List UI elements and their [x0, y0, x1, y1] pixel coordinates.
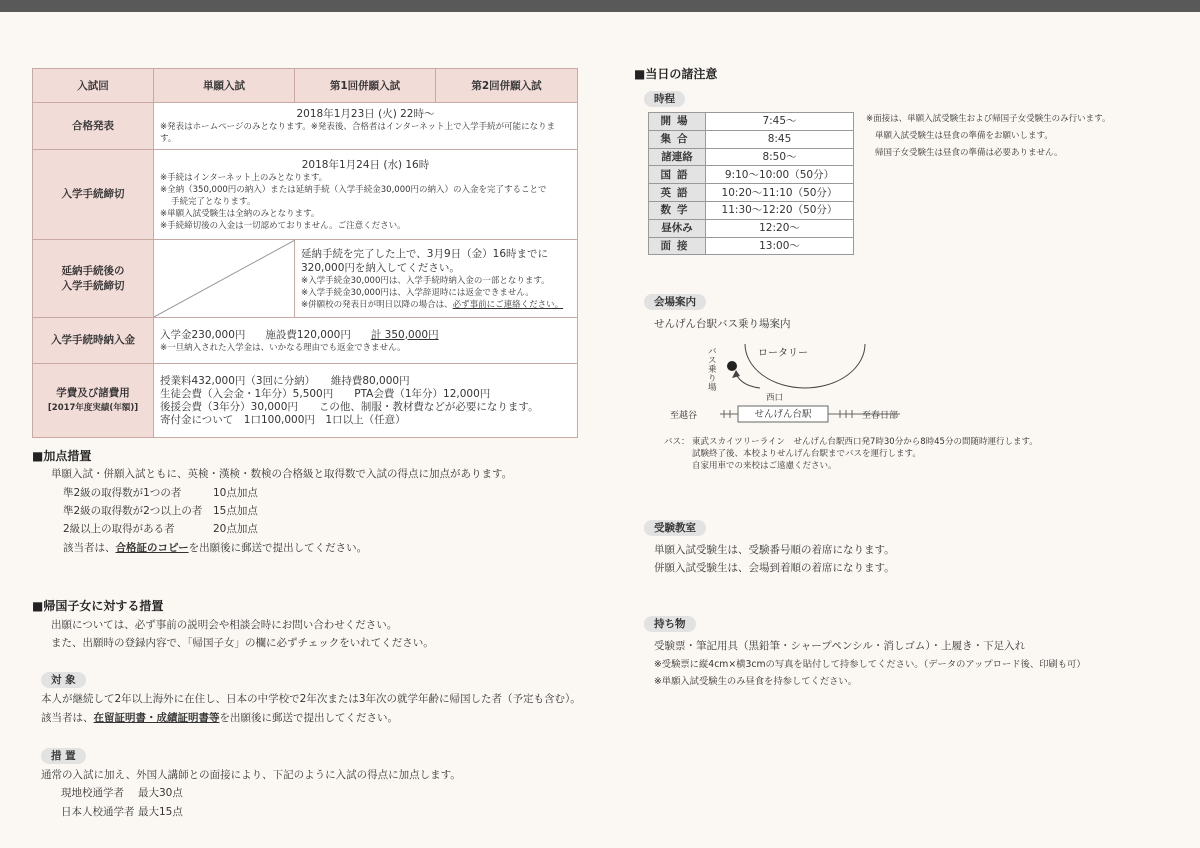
- table-row: [33, 150, 578, 240]
- bus-line: 東武スカイツリーライン せんげん台駅西口発7時30分から8時45分の間随時運行します。: [692, 437, 1038, 447]
- room-line: 併願入試受験生は、会場到着順の着席になります。: [654, 562, 895, 574]
- schedule-row: [649, 219, 854, 237]
- schedule-note: 帰国子女受験生は昼食の準備は必要ありません。: [875, 148, 1063, 158]
- schedule-item: 英語: [649, 184, 706, 202]
- schedule-row: [649, 130, 854, 148]
- station-map: [660, 336, 920, 428]
- table-header-row: [33, 69, 578, 103]
- deferral-cell: [295, 240, 578, 318]
- schedule-row: [649, 113, 854, 131]
- row-label-deadline: 入学手続締切: [33, 150, 154, 240]
- measure-text: 通常の入試に加え、外国人講師との面接により、下記のように入試の得点に加点します。: [41, 769, 461, 781]
- bonus-submit: [63, 539, 367, 557]
- venue-title: せんげん台駅バス乗り場案内: [654, 318, 791, 330]
- row-label-fees: [33, 364, 154, 438]
- payment-amounts: [160, 328, 571, 342]
- exam-schedule-table: [32, 68, 578, 438]
- target-submit-prefix: 該当者は、: [41, 712, 94, 724]
- deferral-label-line1: 延納手続後の: [61, 264, 125, 277]
- fees-line: 生徒会費（入会金・1年分）5,500円 PTA会費（1年分）12,000円: [160, 387, 491, 400]
- payment-cell: [154, 318, 578, 364]
- room-pill: 受験教室: [644, 520, 706, 536]
- schedule-time: 12:20〜: [706, 219, 854, 237]
- venue-pill: 会場案内: [644, 294, 706, 310]
- payment-note: ※一旦納入された入学金は、いかなる理由でも返金できません。: [160, 342, 406, 353]
- pass-note: ※発表はホームページのみとなります。※発表後、合格者はインターネット上で入学手続が可能になります。: [160, 122, 556, 144]
- measure-who: 日本人校通学者: [61, 806, 135, 818]
- measure-pill: 措 置: [41, 748, 86, 764]
- table-row: [33, 103, 578, 150]
- header-combined-1: 第1回併願入試: [295, 69, 436, 103]
- deadline-note: ※手続締切後の入金は一切認めておりません。ご注意ください。: [160, 220, 406, 231]
- bus-label: バス：: [664, 437, 690, 447]
- deferral-label-line2: 入学手続締切: [61, 279, 125, 292]
- items-pill: 持ち物: [644, 616, 696, 632]
- schedule-row: [649, 166, 854, 184]
- diagonal-line: [154, 240, 295, 317]
- room-line: 単願入試受験生は、受験番号順の着席になります。: [654, 544, 895, 556]
- bonus-submit-prefix: 該当者は、: [63, 542, 116, 554]
- schedule-item: 国語: [649, 166, 706, 184]
- bonus-submit-suffix: を出願後に郵送で提出してください。: [188, 542, 368, 554]
- map-rotary: ロータリー: [758, 348, 808, 359]
- deadline-cell: [154, 150, 578, 240]
- map-west-exit: 西口: [766, 393, 784, 403]
- returnees-heading: ■帰国子女に対する措置: [32, 599, 164, 613]
- measure-points: 最大30点: [138, 787, 183, 799]
- fees-label-line1: 学費及び諸費用: [56, 386, 130, 399]
- schedule-row: [649, 237, 854, 255]
- diagonal-cell: [154, 240, 295, 318]
- schedule-pill: 時程: [644, 91, 685, 107]
- pass-cell: [154, 103, 578, 150]
- schedule-item: 集合: [649, 130, 706, 148]
- schedule-row: [649, 201, 854, 219]
- row-label-pass: 合格発表: [33, 103, 154, 150]
- schedule-row: [649, 148, 854, 166]
- target-submit-suffix: を出願後に郵送で提出してください。: [219, 712, 398, 724]
- admission-fee: 入学金230,000円: [160, 328, 246, 341]
- fees-line: 寄付金について 1口100,000円 1口以上（任意）: [160, 413, 406, 426]
- deadline-note: ※手続はインターネット上のみとなります。: [160, 172, 328, 183]
- pass-date: 2018年1月23日 (火) 22時〜: [296, 108, 435, 120]
- table-row: [33, 240, 578, 318]
- table-row: [33, 318, 578, 364]
- measure-who: 現地校通学者: [61, 787, 124, 799]
- header-combined-2: 第2回併願入試: [436, 69, 578, 103]
- schedule-time: 7:45〜: [706, 113, 854, 131]
- fees-line: 後援会費（3年分）30,000円 この他、制服・教材費などが必要になります。: [160, 400, 539, 413]
- row-label-deferral: [33, 240, 154, 318]
- deferral-note: ※入学手続金30,000円は、入学手続時納入金の一部となります。: [301, 275, 550, 286]
- schedule-item: 諸連絡: [649, 148, 706, 166]
- fees-cell: [154, 364, 578, 438]
- bonus-condition: 準2級の取得数が2つ以上の者: [63, 505, 203, 517]
- map-to-left: 至越谷: [670, 411, 698, 421]
- returnees-line2: また、出願時の登録内容で、「帰国子女」の欄に必ずチェックをいれてください。: [51, 637, 434, 649]
- table-row: [33, 364, 578, 438]
- measure-points: 最大15点: [138, 806, 183, 818]
- bonus-intro: 単願入試・併願入試ともに、英検・漢検・数検の合格級と取得数で入試の得点に加点があります。: [51, 468, 513, 480]
- items-line: 受験票・筆記用具（黒鉛筆・シャープペンシル・消しゴム）・上履き・下足入れ: [654, 640, 1026, 652]
- facility-fee: 施設費120,000円: [265, 328, 351, 341]
- map-to-right: 至春日部: [862, 411, 899, 421]
- bonus-condition: 準2級の取得数が1つの者: [63, 487, 182, 499]
- schedule-item: 面接: [649, 237, 706, 255]
- items-line: ※単願入試受験生のみ昼食を持参してください。: [654, 676, 858, 687]
- schedule-time: 13:00〜: [706, 237, 854, 255]
- deadline-date: 2018年1月24日 (水) 16時: [301, 158, 430, 171]
- deadline-note: ※単願入試受験生は全納のみとなります。: [160, 208, 320, 219]
- schedule-notes: [866, 111, 1110, 162]
- bonus-submit-underlined: 合格証のコピー: [115, 542, 189, 554]
- schedule-item: 昼休み: [649, 219, 706, 237]
- bus-line: 自家用車での来校はご遠慮ください。: [692, 461, 837, 471]
- target-submit: [41, 709, 398, 727]
- items-line: ※受験票に縦4cm×横3cmの写真を貼付して持参してください。（データのアップロード後、印刷も可）: [654, 659, 1086, 670]
- deferral-line1: 延納手続を完了した上で、3月9日（金）16時までに: [301, 247, 549, 260]
- schedule-item: 開場: [649, 113, 706, 131]
- fees-label-line2: [2017年度実績(年額)]: [47, 402, 139, 413]
- target-pill: 対 象: [41, 672, 86, 688]
- payment-total: 計 350,000円: [370, 328, 439, 341]
- deferral-note-underlined: 必ず事前にご連絡ください。: [452, 299, 564, 310]
- schedule-note: ※面接は、単願入試受験生および帰国子女受験生のみ行います。: [866, 114, 1111, 124]
- schedule-time: 10:20〜11:10（50分）: [706, 184, 854, 202]
- schedule-time: 9:10〜10:00（50分）: [706, 166, 854, 184]
- header-single: 単願入試: [154, 69, 295, 103]
- bonus-points: 15点加点: [213, 505, 258, 517]
- map-bus-stop: バス乗り場: [708, 347, 717, 393]
- schedule-item: 数学: [649, 201, 706, 219]
- bonus-condition: 2級以上の取得がある者: [63, 523, 175, 535]
- schedule-time: 8:45: [706, 130, 854, 148]
- target-text: 本人が継続して2年以上海外に在住し、日本の中学校で2年次または3年次の就学年齢に帰国した者（予定も含む）。: [41, 693, 581, 705]
- schedule-time: 11:30〜12:20（50分）: [706, 201, 854, 219]
- deferral-note: ※入学手続金30,000円は、入学辞退時には返金できません。: [301, 287, 534, 298]
- deadline-note: 手続完了となります。: [171, 196, 256, 207]
- top-border: [0, 0, 1200, 12]
- deferral-note-prefix: ※併願校の発表日が明日以降の場合は、: [301, 299, 453, 310]
- deferral-line2: 320,000円を納入してください。: [301, 261, 460, 274]
- deferral-note-last: [301, 299, 571, 311]
- schedule-time: 8:50〜: [706, 148, 854, 166]
- returnees-line1: 出願については、必ず事前の説明会や相談会時にお問い合わせください。: [51, 619, 398, 631]
- schedule-table: [648, 112, 854, 255]
- header-exam-round: 入試回: [33, 69, 154, 103]
- deadline-note: ※全納（350,000円の納入）または延納手続（入学手続金30,000円の納入）の入金を完了することで: [160, 184, 547, 195]
- bonus-points: 10点加点: [213, 487, 258, 499]
- schedule-row: [649, 184, 854, 202]
- target-submit-underlined: 在留証明書・成績証明書等: [93, 712, 220, 724]
- bonus-heading: ■加点措置: [32, 449, 92, 463]
- bus-line: 試験終了後、本校よりせんげん台駅までバスを運行します。: [692, 449, 921, 459]
- row-label-payment: 入学手続時納入金: [33, 318, 154, 364]
- schedule-note: 単願入試受験生は昼食の準備をお願いします。: [875, 131, 1053, 141]
- fees-line: 授業料432,000円（3回に分納） 維持費80,000円: [160, 374, 410, 387]
- map-station: せんげん台駅: [754, 409, 812, 420]
- bus-lines: [692, 436, 1038, 472]
- bonus-points: 20点加点: [213, 523, 258, 535]
- day-notes-heading: ■当日の諸注意: [634, 67, 718, 81]
